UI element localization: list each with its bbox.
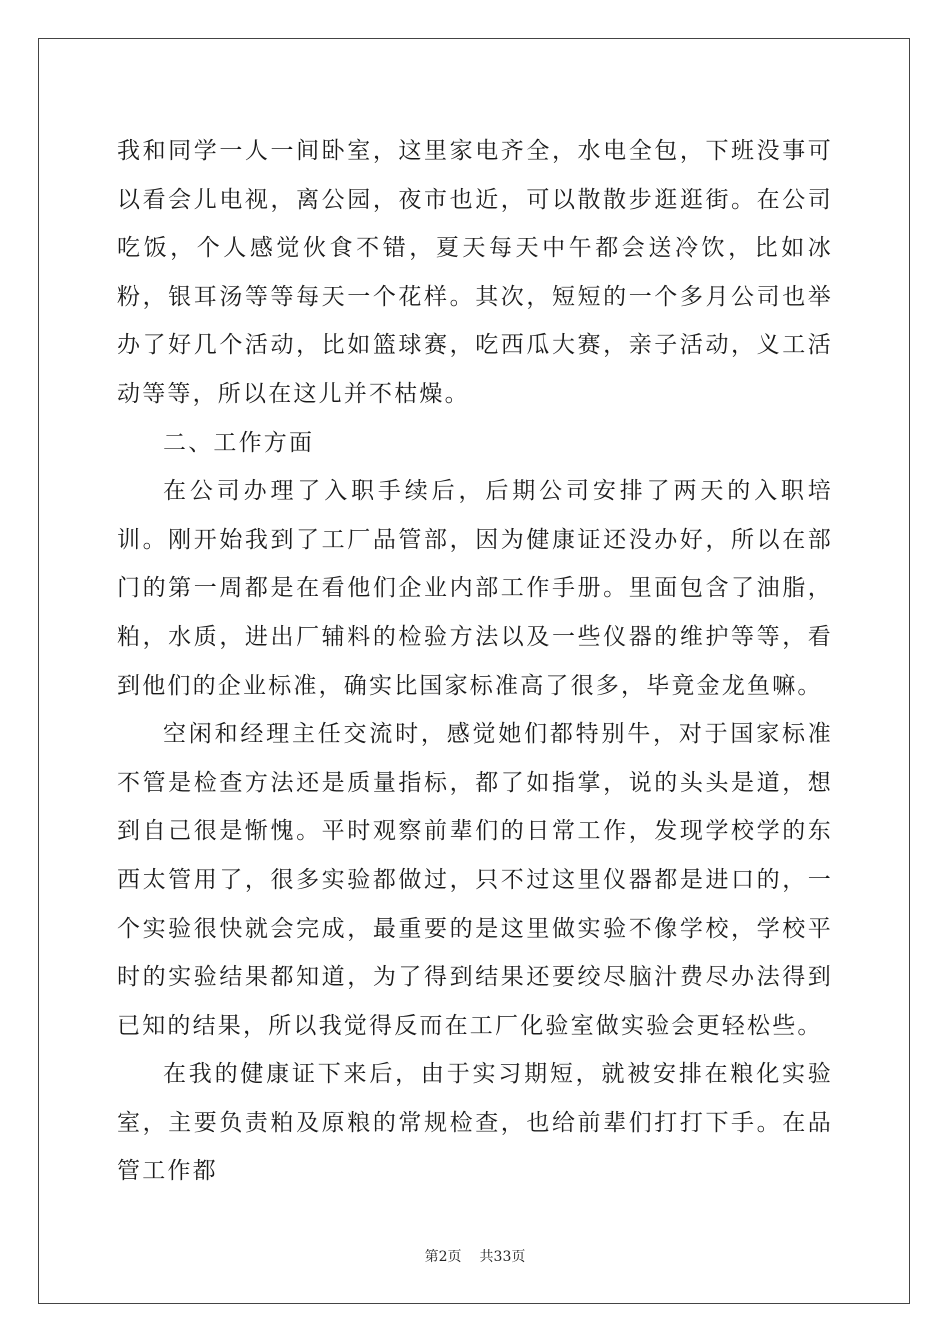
page-total: 共33页 [479,1249,526,1265]
page-number: 第2页 [424,1249,462,1265]
paragraph-colleagues: 空闲和经理主任交流时，感觉她们都特别牛，对于国家标准不管是检查方法还是质量指标，都了如指掌，说的头头是道，想到自己很是惭愧。平时观察前辈们的日常工作，发现学校学的东西太管用了，很多实验都做过，只不过这里仪器都是进口的，一个实验很快就会完成，最重要的是这里做实验不像学校，学校平时的实验结果都知道，为了得到结果还要绞尽脑汁费尽办法得到已知的结果，所以我觉得反而在工厂化验室做实验会更轻松些。 [117,721,833,1039]
paragraph-onboarding: 在公司办理了入职手续后，后期公司安排了两天的入职培训。刚开始我到了工厂品管部，因为健康证还没办好，所以在部门的第一周都是在看他们企业内部工作手册。里面包含了油脂，粕，水质，进出厂辅料的检验方法以及一些仪器的维护等等，看到他们的企业标准，确实比国家标准高了很多，毕竟金龙鱼嘛。 [117,478,833,699]
section-heading-work: 二、工作方面 [163,429,315,456]
document-body [117,127,833,1196]
page-footer [0,1246,950,1266]
paragraph-living-conditions: 我和同学一人一间卧室，这里家电齐全，水电全包，下班没事可以看会儿电视，离公园，夜市也近，可以散散步逛逛街。在公司吃饭，个人感觉伙食不错，夏天每天中午都会送冷饮，比如冰粉，银耳汤等等每天一个花样。其次，短短的一个多月公司也举办了好几个活动，比如篮球赛，吃西瓜大赛，亲子活动，义工活动等等，所以在这儿并不枯燥。 [117,138,833,407]
paragraph-lab-assignment: 在我的健康证下来后，由于实习期短，就被安排在粮化实验室，主要负责粕及原粮的常规检查，也给前辈们打打下手。在品管工作都 [117,1061,833,1185]
